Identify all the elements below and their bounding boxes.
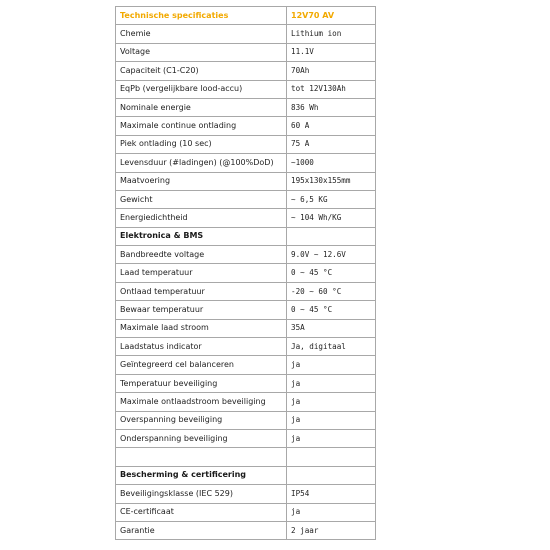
row-value: ja: [287, 429, 376, 447]
row-label: Bewaar temperatuur: [116, 301, 287, 319]
table-row: [116, 246, 376, 264]
row-value: ~ 6,5 KG: [287, 190, 376, 208]
table-row: [116, 301, 376, 319]
row-value: ~1000: [287, 154, 376, 172]
table-row: [116, 393, 376, 411]
row-value: ja: [287, 356, 376, 374]
table-row: [116, 209, 376, 227]
row-label: Garantie: [116, 521, 287, 539]
section-heading-protection: [116, 466, 376, 484]
row-value: 9.0V ~ 12.6V: [287, 246, 376, 264]
table-row: [116, 264, 376, 282]
row-value: 75 A: [287, 135, 376, 153]
row-value: ja: [287, 374, 376, 392]
row-value: 0 ~ 45 °C: [287, 264, 376, 282]
row-value: 195x130x155mm: [287, 172, 376, 190]
table-row: [116, 356, 376, 374]
row-label: Laad temperatuur: [116, 264, 287, 282]
row-label: CE-certificaat: [116, 503, 287, 521]
row-label: Onderspanning beveiliging: [116, 429, 287, 447]
table-row: [116, 62, 376, 80]
row-label: Chemie: [116, 25, 287, 43]
table-row: [116, 503, 376, 521]
table-row: [116, 80, 376, 98]
row-value: ~ 104 Wh/KG: [287, 209, 376, 227]
row-value: Lithium ion: [287, 25, 376, 43]
section-heading-electronics: [116, 227, 376, 245]
spec-table: [115, 6, 376, 540]
row-label: Temperatuur beveiliging: [116, 374, 287, 392]
table-row: [116, 429, 376, 447]
row-label: Levensduur (#ladingen) (@100%DoD): [116, 154, 287, 172]
row-label: Laadstatus indicator: [116, 338, 287, 356]
row-value: ja: [287, 411, 376, 429]
section-title: Elektronica & BMS: [116, 227, 287, 245]
row-value: 0 ~ 45 °C: [287, 301, 376, 319]
row-label: Maatvoering: [116, 172, 287, 190]
section-title: Bescherming & certificering: [116, 466, 287, 484]
row-value: 35A: [287, 319, 376, 337]
table-row: [116, 411, 376, 429]
table-row: [116, 374, 376, 392]
row-label: Piek ontlading (10 sec): [116, 135, 287, 153]
row-value: 11.1V: [287, 43, 376, 61]
table-row: [116, 282, 376, 300]
row-label: Nominale energie: [116, 98, 287, 116]
row-label: Maximale continue ontlading: [116, 117, 287, 135]
row-label: Maximale laad stroom: [116, 319, 287, 337]
table-row: [116, 172, 376, 190]
empty-cell: [287, 448, 376, 466]
row-label: Ontlaad temperatuur: [116, 282, 287, 300]
table-header-row: [116, 7, 376, 25]
table-row: [116, 154, 376, 172]
table-row: [116, 43, 376, 61]
row-value: 70Ah: [287, 62, 376, 80]
row-label: Geïntegreerd cel balanceren: [116, 356, 287, 374]
table-row: [116, 338, 376, 356]
header-label: Technische specificaties: [116, 7, 287, 25]
empty-cell: [116, 448, 287, 466]
row-label: Voltage: [116, 43, 287, 61]
row-value: ja: [287, 393, 376, 411]
table-row: [116, 135, 376, 153]
row-label: Gewicht: [116, 190, 287, 208]
table-row: [116, 190, 376, 208]
row-value: tot 12V130Ah: [287, 80, 376, 98]
row-label: Energiedichtheid: [116, 209, 287, 227]
row-label: EqPb (vergelijkbare lood-accu): [116, 80, 287, 98]
table-row: [116, 521, 376, 539]
row-value: IP54: [287, 485, 376, 503]
header-value: 12V70 AV: [287, 7, 376, 25]
table-row: [116, 117, 376, 135]
row-label: Bandbreedte voltage: [116, 246, 287, 264]
row-value: -20 ~ 60 °C: [287, 282, 376, 300]
table-row: [116, 25, 376, 43]
table-row: [116, 485, 376, 503]
row-value: 60 A: [287, 117, 376, 135]
row-value: 2 jaar: [287, 521, 376, 539]
row-value: 836 Wh: [287, 98, 376, 116]
row-value: Ja, digitaal: [287, 338, 376, 356]
table-row: [116, 319, 376, 337]
section-empty-cell: [287, 227, 376, 245]
row-label: Maximale ontlaadstroom beveiliging: [116, 393, 287, 411]
row-label: Overspanning beveiliging: [116, 411, 287, 429]
row-value: ja: [287, 503, 376, 521]
row-label: Capaciteit (C1-C20): [116, 62, 287, 80]
table-row: [116, 98, 376, 116]
row-label: Beveiligingsklasse (IEC 529): [116, 485, 287, 503]
spacer-row: [116, 448, 376, 466]
section-empty-cell: [287, 466, 376, 484]
